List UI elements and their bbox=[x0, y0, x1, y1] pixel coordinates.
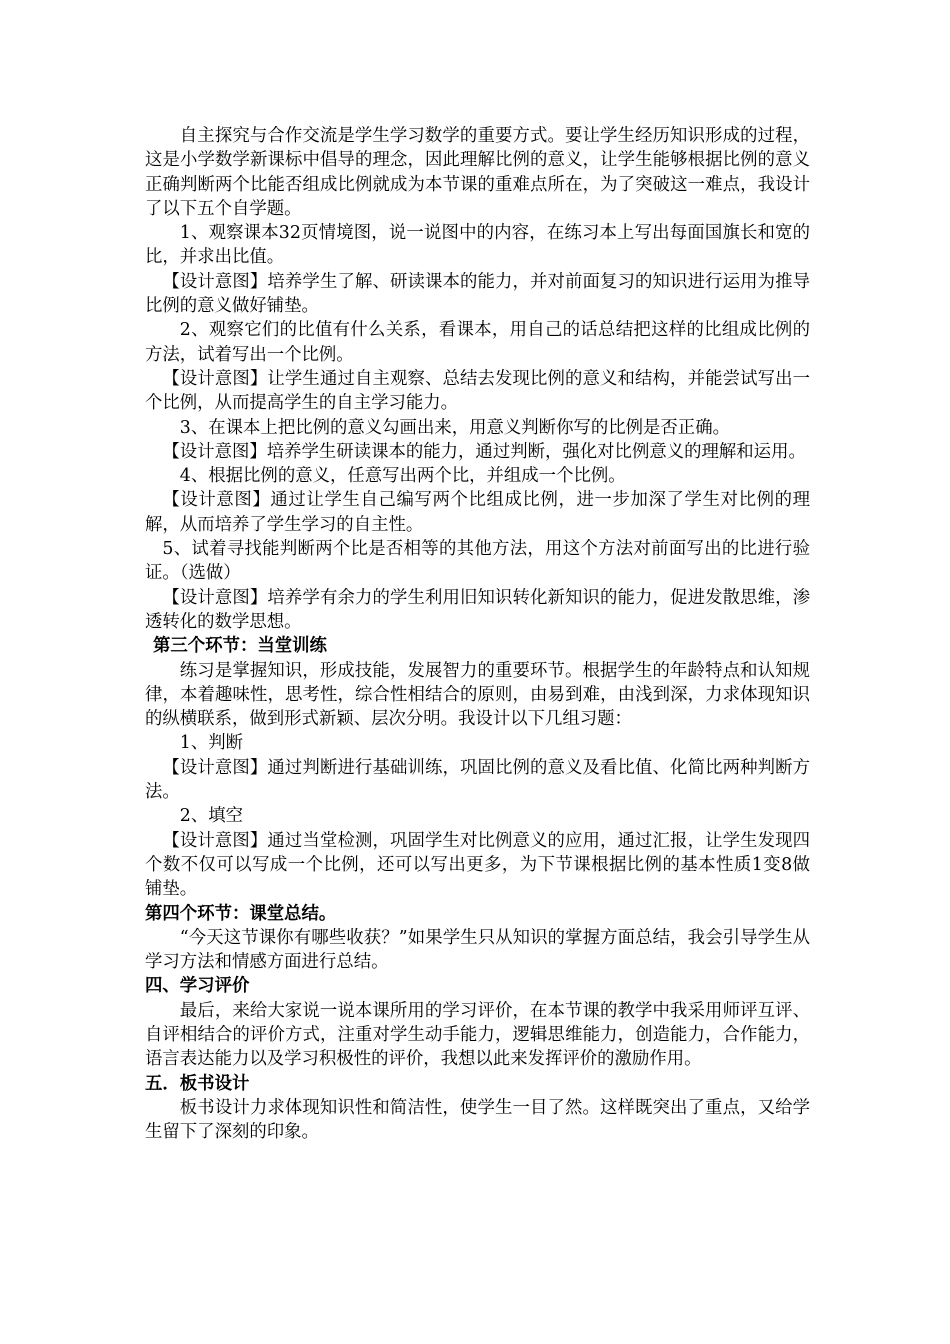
design-intent-fill: 【设计意图】通过当堂检测，巩固学生对比例意义的应用，通过汇报，让学生发现四个数不仅可以写成一个比例，还可以写出更多，为下节课根据比例的基本性质1变8做铺垫。 bbox=[145, 830, 810, 900]
task-2: 2、观察它们的比值有什么关系，看课本，用自己的话总结把这样的比组成比例的方法，试着写出一个比例。 bbox=[145, 320, 810, 365]
design-intent-1: 【设计意图】培养学生了解、研读课本的能力，并对前面复习的知识进行运用为推导比例的意义做好铺垫。 bbox=[145, 271, 810, 317]
practice-paragraph: 练习是掌握知识，形成技能，发展智力的重要环节。根据学生的年龄特点和认知规律，本着趣味性，思考性，综合性相结合的原则，由易到难，由浅到深，力求体现知识的纵横联系，做到形式新颖、层次分明。我设计以下几组习题： bbox=[145, 660, 810, 730]
intro-paragraph: 自主探究与合作交流是学生学习数学的重要方式。要让学生经历知识形成的过程，这是小学数学新课标中倡导的理念，因此理解比例的意义，让学生能够根据比例的意义正确判断两个比能否组成比例就成为本节课的重难点所在，为了突破这一难点，我设计了以下五个自学题。 bbox=[145, 126, 810, 219]
exercise-judge: 1、判断 bbox=[179, 733, 244, 754]
evaluation-paragraph: 最后，来给大家说一说本课所用的学习评价，在本节课的教学中我采用师评互评、自评相结合的评价方式，注重对学生动手能力，逻辑思维能力，创造能力，合作能力，语言表达能力以及学习积极性的评价，我想以此来发挥评价的激励作用。 bbox=[145, 1000, 810, 1070]
task-3: 3、在课本上把比例的意义勾画出来，用意义判断你写的比例是否正确。 bbox=[179, 417, 730, 438]
section-heading-4: 第四个环节：课堂总结。 bbox=[145, 903, 337, 924]
design-intent-5: 【设计意图】培养学有余力的学生利用旧知识转化新知识的能力，促进发散思维，渗透转化的数学思想。 bbox=[145, 587, 810, 632]
design-intent-2: 【设计意图】让学生通过自主观察、总结去发现比例的意义和结构，并能尝试写出一个比例，从而提高学生的自主学习能力。 bbox=[145, 368, 810, 414]
exercise-fill: 2、填空 bbox=[179, 806, 244, 827]
board-paragraph: 板书设计力求体现知识性和简洁性，使学生一目了然。这样既突出了重点，又给学生留下了深刻的印象。 bbox=[145, 1097, 810, 1143]
summary-paragraph: “今天这节课你有哪些收获？”如果学生只从知识的掌握方面总结，我会引导学生从学习方法和情感方面进行总结。 bbox=[145, 927, 810, 973]
task-5: 5、试着寻找能判断两个比是否相等的其他方法，用这个方法对前面写出的比进行验证。（选做） bbox=[145, 539, 810, 584]
task-4: 4、根据比例的意义，任意写出两个比，并组成一个比例。 bbox=[179, 466, 626, 487]
task-1: 1、观察课本32页情境图，说一说图中的内容，在练习本上写出每面国旗长和宽的比，并求出比值。 bbox=[145, 223, 810, 268]
section-heading-evaluation: 四、学习评价 bbox=[145, 976, 250, 997]
design-intent-judge: 【设计意图】通过判断进行基础训练，巩固比例的意义及看比值、化简比两种判断方法。 bbox=[145, 757, 810, 803]
design-intent-3: 【设计意图】培养学生研读课本的能力，通过判断，强化对比例意义的理解和运用。 bbox=[162, 441, 806, 462]
section-heading-3: 第三个环节：当堂训练 bbox=[153, 636, 327, 657]
section-heading-board: 五．板书设计 bbox=[145, 1073, 250, 1094]
design-intent-4: 【设计意图】通过让学生自己编写两个比组成比例，进一步加深了学生对比例的理解，从而培养了学生学习的自主性。 bbox=[145, 490, 810, 535]
document-page bbox=[145, 124, 810, 1144]
